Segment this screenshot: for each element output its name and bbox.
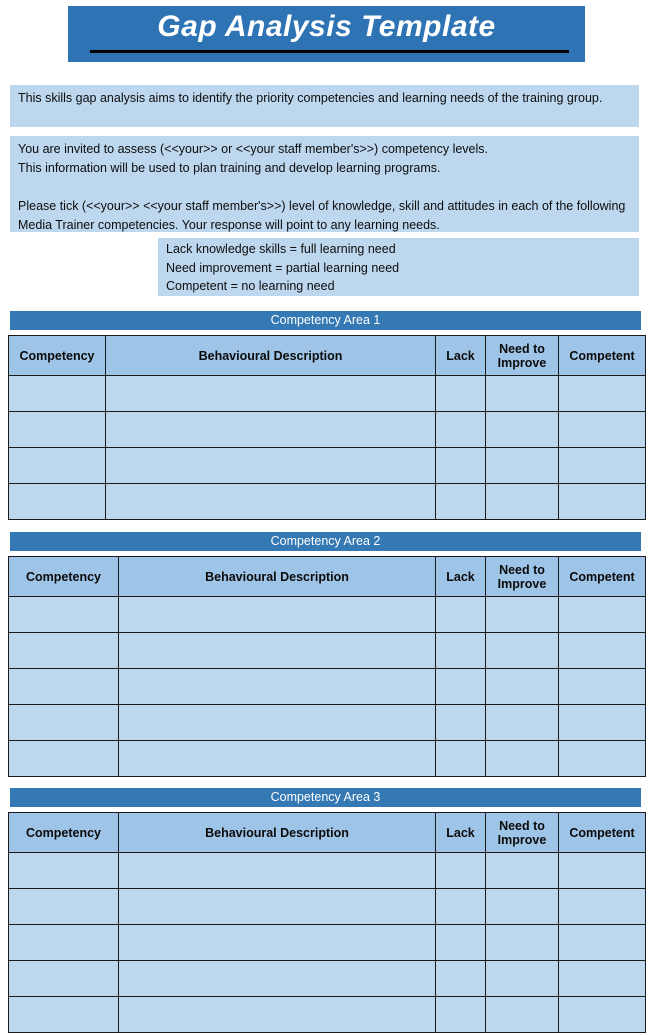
table-body-1	[9, 376, 646, 520]
need-to-improve-line-2: Improve	[497, 576, 547, 591]
table-row	[9, 448, 646, 484]
cell-competency[interactable]	[9, 925, 119, 961]
table-row	[9, 484, 646, 520]
cell-behavioural-description[interactable]	[119, 925, 436, 961]
page-title: Gap Analysis Template	[157, 10, 496, 43]
section-banner-3: Competency Area 3	[10, 788, 641, 807]
cell-competency[interactable]	[9, 412, 106, 448]
column-header-lack: Lack	[436, 813, 486, 853]
cell-need-to-improve[interactable]	[486, 669, 559, 705]
section-banner-1: Competency Area 1	[10, 311, 641, 330]
cell-lack[interactable]	[436, 889, 486, 925]
legend-competent-line: Competent = no learning need	[166, 279, 335, 293]
cell-need-to-improve[interactable]	[486, 997, 559, 1033]
cell-behavioural-description[interactable]	[119, 633, 436, 669]
cell-competency[interactable]	[9, 741, 119, 777]
column-header-need-to-improve	[486, 336, 559, 376]
cell-competent[interactable]	[559, 997, 646, 1033]
cell-need-to-improve[interactable]	[486, 412, 559, 448]
cell-competent[interactable]	[559, 925, 646, 961]
table-row	[9, 961, 646, 997]
cell-competency[interactable]	[9, 597, 119, 633]
table-row	[9, 633, 646, 669]
table-row	[9, 597, 646, 633]
cell-competency[interactable]	[9, 997, 119, 1033]
cell-behavioural-description[interactable]	[119, 669, 436, 705]
title-banner	[68, 6, 585, 62]
title-underline-rule	[90, 50, 569, 53]
cell-competent[interactable]	[559, 633, 646, 669]
intro-information-line: This information will be used to plan training and develop learning programs.	[18, 161, 441, 175]
cell-competent[interactable]	[559, 448, 646, 484]
table-body-3	[9, 853, 646, 1033]
cell-lack[interactable]	[436, 448, 486, 484]
table-row	[9, 997, 646, 1033]
cell-lack[interactable]	[436, 484, 486, 520]
column-header-behavioural-description: Behavioural Description	[119, 557, 436, 597]
column-header-competency: Competency	[9, 813, 119, 853]
cell-behavioural-description[interactable]	[119, 853, 436, 889]
intro-paragraph-1	[10, 85, 639, 127]
cell-competency[interactable]	[9, 705, 119, 741]
column-header-competency: Competency	[9, 336, 106, 376]
need-to-improve-line-1: Need to	[499, 562, 545, 577]
rating-legend	[158, 238, 639, 296]
need-to-improve-line-1: Need to	[499, 818, 545, 833]
cell-lack[interactable]	[436, 741, 486, 777]
cell-competent[interactable]	[559, 705, 646, 741]
cell-need-to-improve[interactable]	[486, 484, 559, 520]
table-row	[9, 741, 646, 777]
column-header-competency: Competency	[9, 557, 119, 597]
cell-competency[interactable]	[9, 961, 119, 997]
cell-need-to-improve[interactable]	[486, 925, 559, 961]
cell-lack[interactable]	[436, 633, 486, 669]
table-header-row	[9, 557, 646, 597]
cell-competency[interactable]	[9, 376, 106, 412]
cell-behavioural-description[interactable]	[119, 889, 436, 925]
cell-behavioural-description[interactable]	[119, 741, 436, 777]
cell-competent[interactable]	[559, 889, 646, 925]
cell-competent[interactable]	[559, 484, 646, 520]
cell-need-to-improve[interactable]	[486, 741, 559, 777]
cell-lack[interactable]	[436, 925, 486, 961]
need-to-improve-line-2: Improve	[497, 355, 547, 370]
table-row	[9, 376, 646, 412]
section-banner-2: Competency Area 2	[10, 532, 641, 551]
need-to-improve-line-2: Improve	[497, 832, 547, 847]
cell-behavioural-description[interactable]	[119, 705, 436, 741]
cell-lack[interactable]	[436, 412, 486, 448]
competency-table-1	[8, 335, 646, 520]
table-row	[9, 925, 646, 961]
cell-competent[interactable]	[559, 597, 646, 633]
cell-competent[interactable]	[559, 853, 646, 889]
column-header-behavioural-description: Behavioural Description	[119, 813, 436, 853]
cell-lack[interactable]	[436, 853, 486, 889]
column-header-behavioural-description: Behavioural Description	[106, 336, 436, 376]
cell-competency[interactable]	[9, 448, 106, 484]
table-row	[9, 889, 646, 925]
cell-lack[interactable]	[436, 997, 486, 1033]
cell-need-to-improve[interactable]	[486, 633, 559, 669]
cell-competent[interactable]	[559, 376, 646, 412]
cell-lack[interactable]	[436, 961, 486, 997]
need-to-improve-line-1: Need to	[499, 341, 545, 356]
competency-table-3	[8, 812, 646, 1033]
column-header-need-to-improve	[486, 557, 559, 597]
cell-behavioural-description[interactable]	[106, 412, 436, 448]
cell-lack[interactable]	[436, 597, 486, 633]
cell-need-to-improve[interactable]	[486, 376, 559, 412]
column-header-lack: Lack	[436, 557, 486, 597]
cell-need-to-improve[interactable]	[486, 597, 559, 633]
column-header-competent: Competent	[559, 557, 646, 597]
table-body-2	[9, 597, 646, 777]
column-header-competent: Competent	[559, 813, 646, 853]
cell-behavioural-description[interactable]	[119, 597, 436, 633]
table-header-row	[9, 813, 646, 853]
table-header-row	[9, 336, 646, 376]
cell-behavioural-description[interactable]	[106, 448, 436, 484]
cell-behavioural-description[interactable]	[106, 484, 436, 520]
table-row	[9, 669, 646, 705]
intro-paragraph-2	[10, 136, 639, 232]
cell-need-to-improve[interactable]	[486, 961, 559, 997]
column-header-need-to-improve	[486, 813, 559, 853]
cell-competent[interactable]	[559, 961, 646, 997]
intro-paragraph-1-text: This skills gap analysis aims to identify the priority competencies and learning needs of the training group.	[18, 91, 603, 105]
cell-competent[interactable]	[559, 741, 646, 777]
cell-competency[interactable]	[9, 853, 119, 889]
cell-competency[interactable]	[9, 633, 119, 669]
cell-competent[interactable]	[559, 669, 646, 705]
competency-table-2	[8, 556, 646, 777]
cell-behavioural-description[interactable]	[119, 997, 436, 1033]
legend-need-improvement-line: Need improvement = partial learning need	[166, 260, 400, 275]
intro-please-tick-line: Please tick (<<your>> <<your staff member's>>) level of knowledge, skill and attitudes in each of the following Media Trainer competencies. Your response will point to any learning needs.	[18, 199, 626, 232]
cell-lack[interactable]	[436, 669, 486, 705]
cell-need-to-improve[interactable]	[486, 705, 559, 741]
cell-lack[interactable]	[436, 705, 486, 741]
paragraph-spacer	[18, 178, 631, 197]
cell-competency[interactable]	[9, 669, 119, 705]
cell-need-to-improve[interactable]	[486, 448, 559, 484]
legend-lack-line: Lack knowledge skills = full learning need	[166, 242, 396, 256]
cell-competency[interactable]	[9, 484, 106, 520]
intro-assess-line: You are invited to assess (<<your>> or <<your staff member's>>) competency levels.	[18, 142, 488, 156]
cell-need-to-improve[interactable]	[486, 853, 559, 889]
table-row	[9, 853, 646, 889]
cell-competency[interactable]	[9, 889, 119, 925]
cell-lack[interactable]	[436, 376, 486, 412]
cell-behavioural-description[interactable]	[119, 961, 436, 997]
cell-need-to-improve[interactable]	[486, 889, 559, 925]
cell-competent[interactable]	[559, 412, 646, 448]
table-row	[9, 412, 646, 448]
column-header-lack: Lack	[436, 336, 486, 376]
table-row	[9, 705, 646, 741]
column-header-competent: Competent	[559, 336, 646, 376]
cell-behavioural-description[interactable]	[106, 376, 436, 412]
